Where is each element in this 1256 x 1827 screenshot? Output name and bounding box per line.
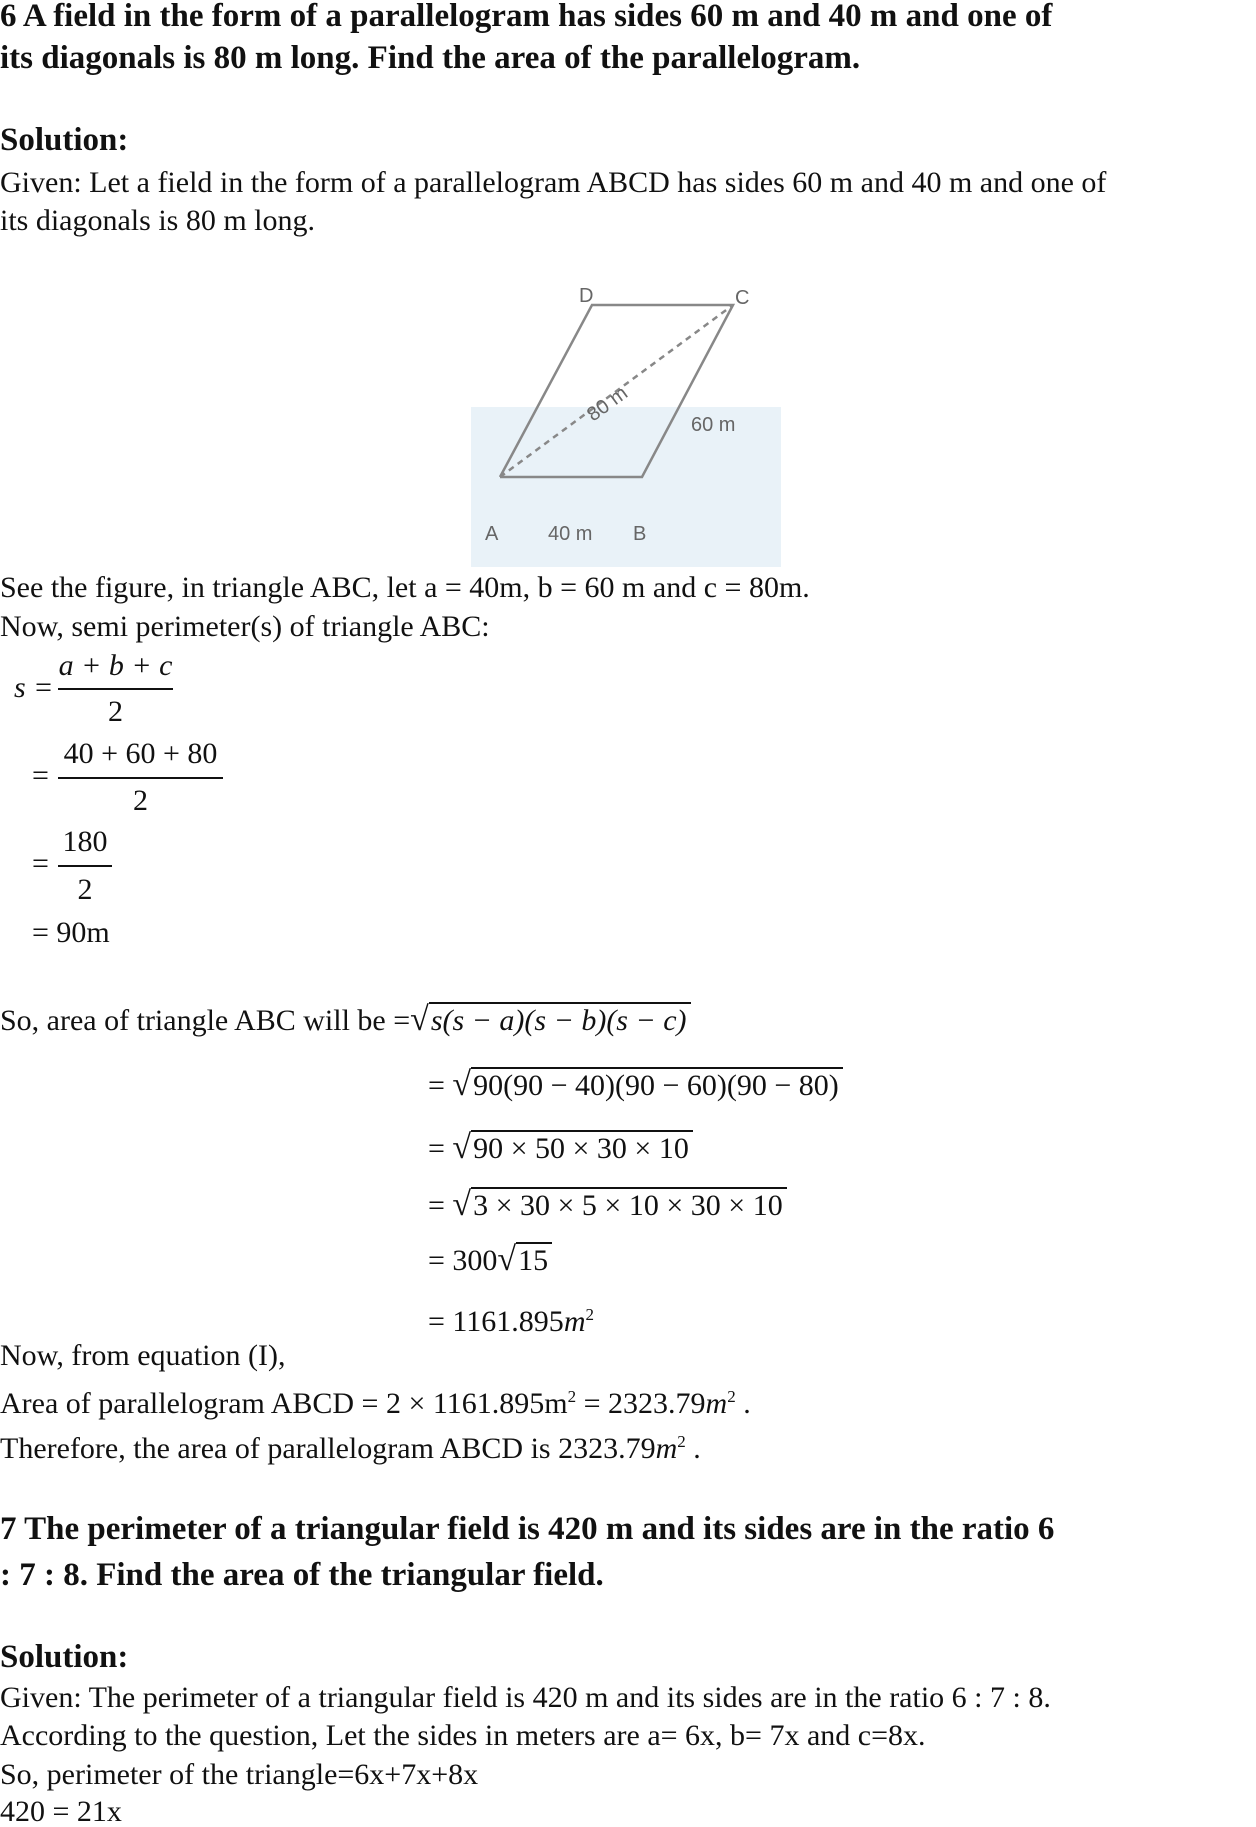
exponent: 2 <box>677 1432 686 1451</box>
step2-denominator: 2 <box>133 784 148 817</box>
q6-given-line1: Given: Let a field in the form of a parallelogram ABCD has sides 60 m and 40 m and one of <box>0 166 1107 199</box>
q7-given: Given: The perimeter of a triangular field is 420 m and its sides are in the ratio 6 : 7 : 8. <box>0 1681 1051 1714</box>
label-d: D <box>579 285 594 307</box>
therefore-line <box>0 1424 701 1467</box>
sqrt-icon: √ <box>452 1129 472 1166</box>
q7-equation: 420 = 21x <box>0 1795 122 1827</box>
radicand: 90 × 50 × 30 × 10 <box>471 1130 693 1166</box>
area-parallelogram-line <box>0 1379 751 1422</box>
exponent: 2 <box>727 1387 736 1406</box>
q7-solution-label: Solution: <box>0 1639 129 1675</box>
q6-solution-label: Solution: <box>0 122 129 158</box>
label-base: 40 m <box>548 523 593 545</box>
parallelogram-figure <box>471 272 781 567</box>
from-equation: Now, from equation (I), <box>0 1339 286 1372</box>
sqrt-icon: √ <box>452 1066 472 1103</box>
area-expression: Area of parallelogram ABCD = 2 × 1161.895m <box>0 1387 568 1420</box>
heron-step3: = √3 × 30 × 5 × 10 × 30 × 10 <box>428 1187 787 1224</box>
exponent: 2 <box>585 1305 594 1324</box>
coefficient: 300 <box>452 1244 498 1277</box>
q7-perimeter: So, perimeter of the triangle=6x+7x+8x <box>0 1758 479 1791</box>
label-side: 60 m <box>691 414 736 436</box>
heron-step1: = √90(90 − 40)(90 − 60)(90 − 80) <box>428 1067 843 1104</box>
q6-given-line2: its diagonals is 80 m long. <box>0 204 315 237</box>
unit: m <box>655 1432 678 1465</box>
unit: m <box>705 1387 728 1420</box>
heron-step4: = 300√15 <box>428 1242 552 1279</box>
heron-step2: = √90 × 50 × 30 × 10 <box>428 1130 693 1167</box>
fraction-bar <box>58 865 112 867</box>
label-diagonal: 80 m <box>583 382 632 427</box>
triangle-area-value: 1161.895 <box>452 1305 564 1338</box>
q7-according: According to the question, Let the sides in meters are a= 6x, b= 7x and c=8x. <box>0 1719 926 1752</box>
period: . <box>735 1387 751 1420</box>
s-denominator: 2 <box>108 695 123 728</box>
area-triangle-line <box>0 1002 691 1039</box>
sqrt-icon: √ <box>497 1241 517 1278</box>
step3-denominator: 2 <box>77 873 93 906</box>
period: . <box>685 1432 701 1465</box>
label-b: B <box>633 523 647 545</box>
step3-numerator: 180 <box>62 825 108 858</box>
area-intro: So, area of triangle ABC will be = <box>0 1004 411 1037</box>
fraction-bar <box>58 688 173 690</box>
s-lhs: s = <box>14 671 54 704</box>
fraction-bar <box>58 777 223 779</box>
heron-step5: = $1161.895m^2$ <box>428 1305 594 1338</box>
conclusion: Therefore, the area of parallelogram ABCD is 2323.79 <box>0 1432 656 1465</box>
radicand: 3 × 30 × 5 × 10 × 30 × 10 <box>471 1187 787 1223</box>
s-numerator: a + b + c <box>58 649 173 682</box>
sqrt-icon: √ <box>452 1186 472 1223</box>
q6-title-line2: its diagonals is 80 m long. Find the area of the parallelogram. <box>0 40 861 76</box>
sqrt-icon: √ <box>410 1001 429 1038</box>
step4-result: = 90m <box>32 916 110 949</box>
q7-title-line2: : 7 : 8. Find the area of the triangular field. <box>0 1557 604 1593</box>
radicand: 90(90 − 40)(90 − 60)(90 − 80) <box>471 1067 843 1103</box>
semi-perimeter-intro: Now, semi perimeter(s) of triangle ABC: <box>0 610 490 643</box>
equals: = <box>32 847 49 880</box>
exponent: 2 <box>567 1387 577 1406</box>
see-figure-text: See the figure, in triangle ABC, let a = 40m, b = 60 m and c = 80m. <box>0 571 810 604</box>
area-result: = 2323.79 <box>576 1387 706 1420</box>
step2-numerator: 40 + 60 + 80 <box>63 737 218 770</box>
unit: m <box>563 1305 586 1338</box>
heron-formula: s(s − a)(s − b)(s − c) <box>429 1002 691 1038</box>
label-c: C <box>735 287 750 309</box>
q7-title-line1: 7 The perimeter of a triangular field is 420 m and its sides are in the ratio 6 <box>0 1511 1055 1547</box>
equals: = <box>32 759 49 792</box>
label-a: A <box>485 523 499 545</box>
radicand: 15 <box>516 1242 552 1278</box>
q6-title-line1: 6 A field in the form of a parallelogram has sides 60 m and 40 m and one of <box>0 0 1053 34</box>
